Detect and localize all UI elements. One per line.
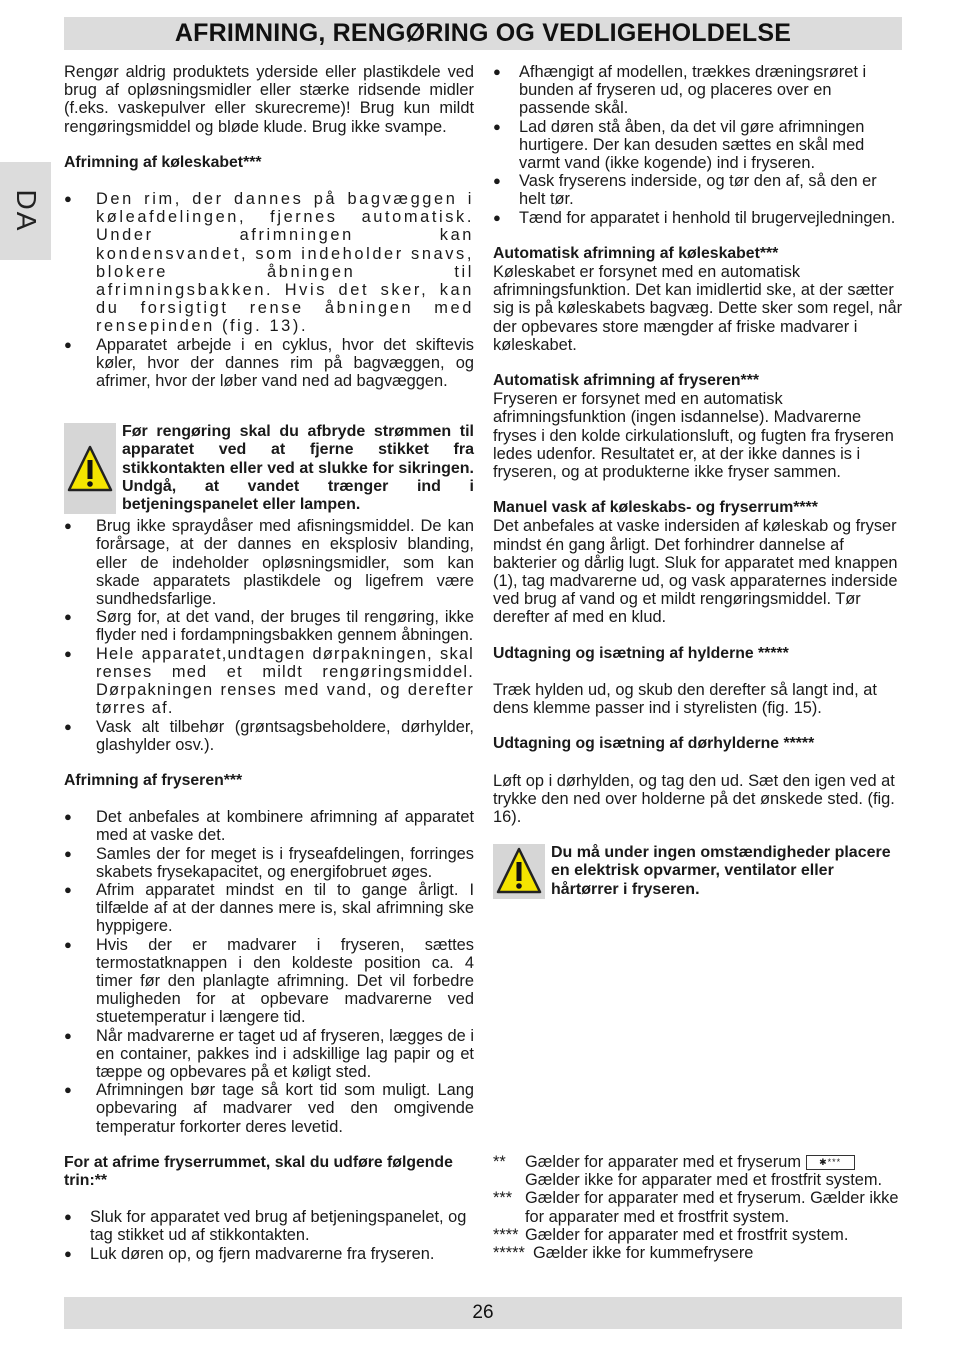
list-item: ● Den rim, der dannes på bagvæggen i køleafdelingen, fjernes automatisk. Under afrimningen kan kondensvandet, som indeholder snavs, blokere åbningen til afrimningsbakken. Hvis det sker, kan du forsigtigt rense åbningen med rensepinden (fig. 13). xyxy=(64,190,474,336)
freezer-steps-list xyxy=(64,1208,474,1263)
heading-freezer-defrost: Afrimning af fryseren*** xyxy=(64,771,243,789)
footnote xyxy=(493,1244,905,1262)
list-item: ● Det anbefales at kombinere afrimning af apparatet med at vaske det. xyxy=(64,808,474,844)
heading-fridge-defrost: Afrimning af køleskabet*** xyxy=(64,153,262,171)
warning-icon xyxy=(64,423,116,514)
page-footer xyxy=(64,1297,902,1329)
footnote xyxy=(493,1226,905,1244)
freezer-star-icon: ✱*** xyxy=(806,1155,855,1170)
footnote-mark: ***** xyxy=(493,1244,525,1263)
footnote-text: Gælder for apparater med et frostfrit system. xyxy=(525,1225,849,1244)
language-tab xyxy=(0,162,51,260)
fridge-defrost-list xyxy=(64,190,474,390)
heading-freezer-steps: For at afrime fryserrummet, skal du udføre følgende trin:** xyxy=(64,1153,453,1189)
intro-paragraph: Rengør aldrig produktets yderside eller plastikdele ved brug af opløsningsmidler eller stærke ridsende midler (f.eks. vaskepulver eller skurecreme)! Brug kun mildt rengøringsmiddel og bløde klude. Brug ikke svampe. xyxy=(64,63,474,136)
freezer-steps-continued-list xyxy=(493,63,903,227)
footnote-mark: **** xyxy=(493,1225,519,1244)
list-item: ● Hvis der er madvarer i fryseren, sættes termostatknappen i den koldeste position ca. 4 timer før den planlagte afrimning. Det vil forbedre muligheden for at opbevare madvarerne ved stuetemperatur i længere tid. xyxy=(64,936,474,1027)
right-column xyxy=(493,63,903,899)
list-item: ● Sørg for, at det vand, der bruges til rengøring, ikke flyder ned i fordampningsbakken gennem åbningen. xyxy=(64,608,474,644)
list-item: ● Afrimningen bør tage så kort tid som muligt. Lang opbevaring af madvarer ved den omgivende temperatur forkorter deres levetid. xyxy=(64,1081,474,1136)
list-item: ● Luk døren op, og fjern madvarerne fra fryseren. xyxy=(64,1245,474,1263)
page-title: AFRIMNING, RENGØRING OG VEDLIGEHOLDELSE xyxy=(174,19,792,47)
heading-shelves: Udtagning og isætning af hylderne ***** xyxy=(493,644,789,662)
footnotes xyxy=(493,1153,905,1262)
manual-wash-paragraph: Det anbefales at vaske indersiden af køleskab og fryser mindst én gang årligt. Det forhindrer dannelse af bakterier og dårlig lugt. Sluk for apparatet med knappen (1), tag madvarerne ud, og vask apparaternes inderside ved brug af vand og et mildt rengøringsmiddel. Tør derefter af med en klud. xyxy=(493,517,898,627)
list-item: ● Vask alt tilbehør (grøntsagsbeholdere, dørhylder, glashylder osv.). xyxy=(64,718,474,754)
warning-text: Du må under ingen omstændigheder placere en elektrisk opvarmer, ventilator eller hårtørrer i fryseren. xyxy=(551,844,891,898)
freezer-defrost-list xyxy=(64,808,474,1136)
auto-fridge-defrost-paragraph: Køleskabet er forsynet med en automatisk afrimningsfunktion. Det kan imidlertid ske, at der sætter sig is på køleskabets bagvæg. Dette sker som regel, når der opbevares store mængder af friske madvarer i køleskabet. xyxy=(493,263,903,354)
list-item: ● Afhængigt af modellen, trækkes dræningsrøret i bunden af fryseren ud, og placeres over en passende skål. xyxy=(493,63,903,118)
door-shelves-paragraph: Løft op i dørhylden, og tag den ud. Sæt den igen ved at trykke den ned over holderne på det ønskede sted. (fig. 16). xyxy=(493,771,895,826)
list-item: ● Lad døren stå åben, da det vil gøre afrimningen hurtigere. Der kan desuden sættes en skål med varmt vand (ikke kogende) ind i fryseren. xyxy=(493,118,903,173)
list-item: ● Afrim apparatet mindst en til to gange årligt. I tilfælde af at der dannes mere is, skal afrimning ske hyppigere. xyxy=(64,881,474,936)
page-number: 26 xyxy=(472,1302,494,1323)
list-item: ● Hele apparatet,undtagen dørpakningen, skal renses med et mildt rengøringsmiddel. Dørpakningen renses med vand, og derefter tørres af. xyxy=(64,645,474,718)
footnote-text: Gælder ikke for kummefrysere xyxy=(533,1244,754,1263)
shelves-paragraph: Træk hylden ud, og skub den derefter så langt ind, at dens klemme passer ind i styrelisten (fig. 15). xyxy=(493,680,877,718)
warning-box-power xyxy=(64,423,474,514)
warning-box-heater xyxy=(493,844,903,899)
auto-freezer-defrost-paragraph: Fryseren er forsynet med en automatisk afrimningsfunktion (ingen isdannelse). Madvarerne fryses i den kolde cirkulationsluft, og fugten fra fryseren ledes udenfor. Resultatet er, at der ikke dannes is i fryseren, og at produkterne ikke fryser sammen. xyxy=(493,390,894,482)
list-item: ● Sluk for apparatet ved brug af betjeningspanelet, og tag stikket ud af stikkontakten. xyxy=(64,1208,474,1244)
footnote-text: Gælder for apparater med et fryserum xyxy=(525,1153,802,1171)
footnote-text: Gælder ikke for apparater med et frostfrit system. xyxy=(525,1171,883,1190)
footnote-mark: ** xyxy=(493,1153,506,1171)
heading-auto-fridge-defrost: Automatisk afrimning af køleskabet*** xyxy=(493,244,779,262)
footnote xyxy=(493,1189,905,1225)
list-item: ● Samles der for meget is i fryseafdelingen, forringes skabets frysekapacitet, og energifobruet øges. xyxy=(64,845,474,881)
language-tab-label: DA xyxy=(10,189,42,233)
cleaning-list xyxy=(64,517,474,754)
heading-auto-freezer-defrost: Automatisk afrimning af fryseren*** xyxy=(493,372,759,390)
warning-text: Før rengøring skal du afbryde strømmen til apparatet ved at fjerne stikket fra stikkontakten eller ved at slukke for sikringen. Undgå, at vandet trænger ind i betjeningspanelet eller lampen. xyxy=(122,423,474,514)
footnote-mark: *** xyxy=(493,1189,513,1208)
section-header xyxy=(64,17,902,50)
warning-icon xyxy=(493,844,545,899)
list-item: ● Apparatet arbejde i en cyklus, hvor det skiftevis køler, hvor der dannes rim på bagvæggen, og afrimer, hvor der løber vand ned ad bagvæggen. xyxy=(64,336,474,391)
list-item: ● Tænd for apparatet i henhold til brugervejledningen. xyxy=(493,209,903,227)
list-item: ● Når madvarerne er taget ud af fryseren, lægges de i en container, pakkes ind i adskillige lag papir og et tæppe og opbevares på et køligt sted. xyxy=(64,1027,474,1082)
left-column xyxy=(64,63,474,1263)
footnote-text: Gælder for apparater med et fryserum. Gælder ikke for apparater med et frostfrit system. xyxy=(525,1189,899,1226)
list-item: ● Vask fryserens inderside, og tør den af, så den er helt tør. xyxy=(493,172,903,208)
footnote xyxy=(493,1153,905,1189)
heading-manual-wash: Manuel vask af køleskabs- og fryserrum**** xyxy=(493,499,818,517)
list-item: ● Brug ikke spraydåser med afisningsmiddel. De kan forårsage, at der dannes en eksplosiv blanding, eller de indeholder opløsningsmidler, som kan skade apparatets plastikdele og ligefrem være sundhedsfarlige. xyxy=(64,517,474,608)
heading-door-shelves: Udtagning og isætning af dørhylderne ***** xyxy=(493,735,815,753)
